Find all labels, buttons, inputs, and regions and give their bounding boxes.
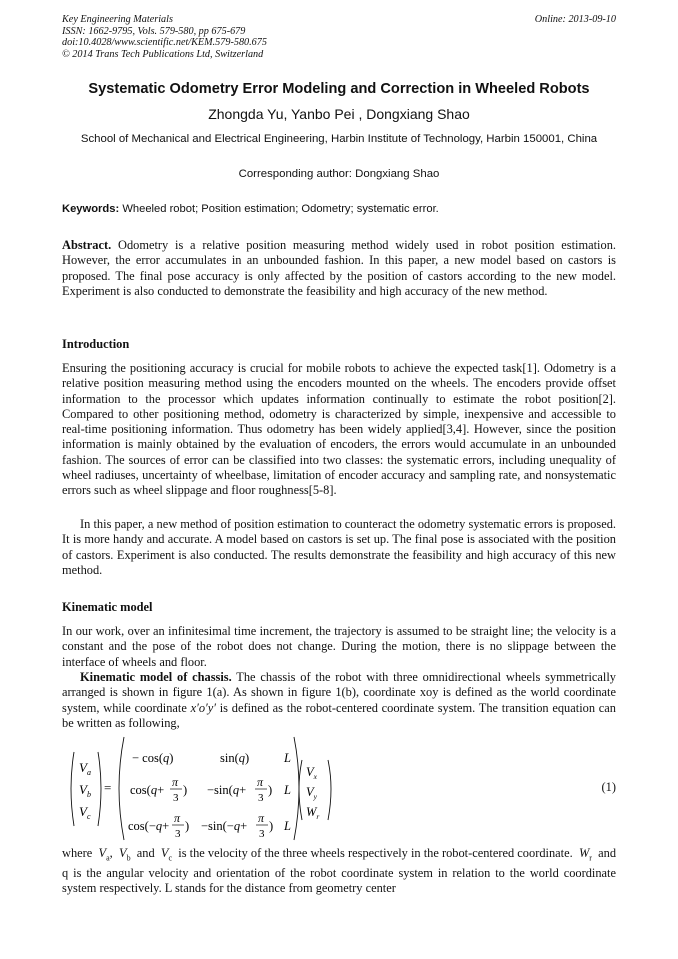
svg-text:−sin(q+: −sin(q+: [207, 783, 247, 797]
abstract-text: Odometry is a relative position measuring method widely used in robot position estimation. However, the error accumulates in an unbounded fashion. In this paper, a new model based on castors is proposed. The final pose accuracy is only affected by the position of castors according to the new model. Experiment is also conducted to demonstrate the feasibility and high accuracy of the new method.: [62, 238, 616, 298]
kinematic-paragraph-2: [62, 670, 616, 731]
svg-text:cos(−q+: cos(−q+: [128, 819, 170, 833]
equation-explanation: where $V_a$, $V_b$ and $V_c$ is the velocity of the three wheels respectively in the robot-centered coordinate. $W_r$ and q is the angular velocity and orientation of the robot coordinate system in relation to the world coordinate system respectively. L stands for the distance from geometry center: [62, 846, 617, 896]
kinematic-text-b: is defined as the robot-centered coordinate system. The transition equation can be written as following,: [62, 700, 616, 730]
svg-text:): ): [269, 819, 274, 833]
where-word: where: [62, 846, 93, 860]
svg-text:): ): [183, 783, 188, 797]
svg-text:Vy: $V_y$: [306, 785, 317, 801]
svg-text:Wr: $W_r$: [306, 805, 320, 821]
svg-text:π: π: [258, 811, 265, 825]
abstract-label: Abstract.: [62, 238, 112, 252]
equation-number: (1): [601, 780, 616, 794]
explanation-text-a: is the velocity of the three wheels respectively in the robot-centered coordinate.: [178, 846, 573, 860]
keywords: [62, 203, 616, 215]
keywords-label: Keywords:: [62, 203, 120, 215]
svg-text:π: π: [257, 775, 264, 789]
svg-text:Vc: $V_c$: [79, 804, 91, 821]
copyright-line: © 2014 Trans Tech Publications Ltd, Switzerland: [62, 48, 264, 60]
authors: Zhongda Yu, Yanbo Pei , Dongxiang Shao: [208, 106, 470, 122]
kinematic-text-a: The chassis of the robot with three omnidirectional wheels symmetrically arranged is shown in figure 1(a). As shown in figure 1(b), coordinate xoy is defined as the world coordinate system, while coordinate: [62, 670, 616, 715]
svg-text:sin(q): sin(q): [220, 751, 250, 765]
svg-text:): ): [268, 783, 273, 797]
robot-coordinate-symbol: x′o′y′: [190, 700, 216, 715]
keywords-text: Wheeled robot; Position estimation; Odometry; systematic error.: [122, 203, 439, 215]
kinematic-paragraph-1: In our work, over an infinitesimal time increment, the trajectory is assumed to be straight line; the velocity is a constant and the pose of the robot does not change. During the motion, there is no slippage between the interface of wheels and floor.: [62, 624, 616, 669]
svg-text:π: π: [172, 775, 179, 789]
online-date: Online: 2013-09-10: [534, 14, 616, 25]
issn-line: ISSN: 1662-9795, Vols. 579-580, pp 675-679: [62, 25, 246, 37]
svg-text:3: 3: [175, 828, 181, 840]
intro-paragraph-1: Ensuring the positioning accuracy is crucial for mobile robots to achieve the expected task[1]. Odometry is a relative position measuring method using the encoders mounted on the wheels. The encoders provide offset information to the processor which updates information continually to estimate the robot position[2]. Compared to other positioning method, odometry is characterized by simple, inexpensive and accessible to real-time positioning information. Thus odometry has been widely applied[3,4]. However, since the position information is mainly obtained by the evaluation of encoders, the errors would accumulate in an unbounded fashion. The sources of error can be classified into two classes: the systematic errors, including unequality of wheel radiuses, uncertainty of wheelbase, limitation of encoder accuracy and sampling rate, and nonsystematic errors such as wheel slippage and floor roughness[5-8].: [62, 361, 616, 498]
transition-equation: [62, 734, 616, 842]
doi-line: doi:10.4028/www.scientific.net/KEM.579-580.675: [62, 37, 267, 48]
svg-text:− cos(q): − cos(q): [132, 751, 174, 765]
section-heading-introduction: Introduction: [62, 337, 130, 351]
svg-text:3: 3: [259, 828, 265, 840]
svg-text:Vx: $V_x$: [306, 765, 317, 781]
svg-text:L: L: [284, 751, 291, 765]
svg-text:π: π: [174, 811, 181, 825]
affiliation: School of Mechanical and Electrical Engineering, Harbin Institute of Technology, Harbin 150001, China: [80, 133, 598, 145]
svg-text:−sin(−q+: −sin(−q+: [201, 819, 248, 833]
svg-text:L: L: [284, 783, 291, 797]
abstract: [62, 238, 616, 299]
intro-paragraph-2: In this paper, a new method of position estimation to counteract the odometry systematic errors is proposed. It is more handy and accurate. A model based on castors is set up. The final pose is associated with the position of castors. Experiment is also conducted. The results demonstrate the feasibility and high accuracy of this new method.: [62, 517, 616, 577]
svg-text:cos(q+: cos(q+: [130, 783, 165, 797]
journal-name: Key Engineering Materials: [62, 14, 173, 25]
subsection-label: Kinematic model of chassis.: [80, 670, 232, 684]
corresponding-author: Corresponding author: Dongxiang Shao: [238, 168, 440, 180]
svg-text:Va: $V_a$: [79, 760, 91, 777]
svg-text:Vb: $V_b$: [79, 782, 91, 799]
paper-title: Systematic Odometry Error Modeling and Correction in Wheeled Robots: [88, 81, 590, 97]
svg-text:=: =: [104, 780, 112, 795]
svg-text:L: L: [284, 819, 291, 833]
explanation-text-b: and q is the angular velocity and orientation of the robot coordinate system in relation to the world coordinate system respectively. L stands for the distance from geometry center: [62, 846, 617, 896]
svg-text:3: 3: [173, 792, 179, 804]
section-heading-kinematic-model: Kinematic model: [62, 600, 153, 614]
journal-header: [62, 14, 267, 60]
svg-text:): ): [185, 819, 190, 833]
svg-text:3: 3: [258, 792, 264, 804]
